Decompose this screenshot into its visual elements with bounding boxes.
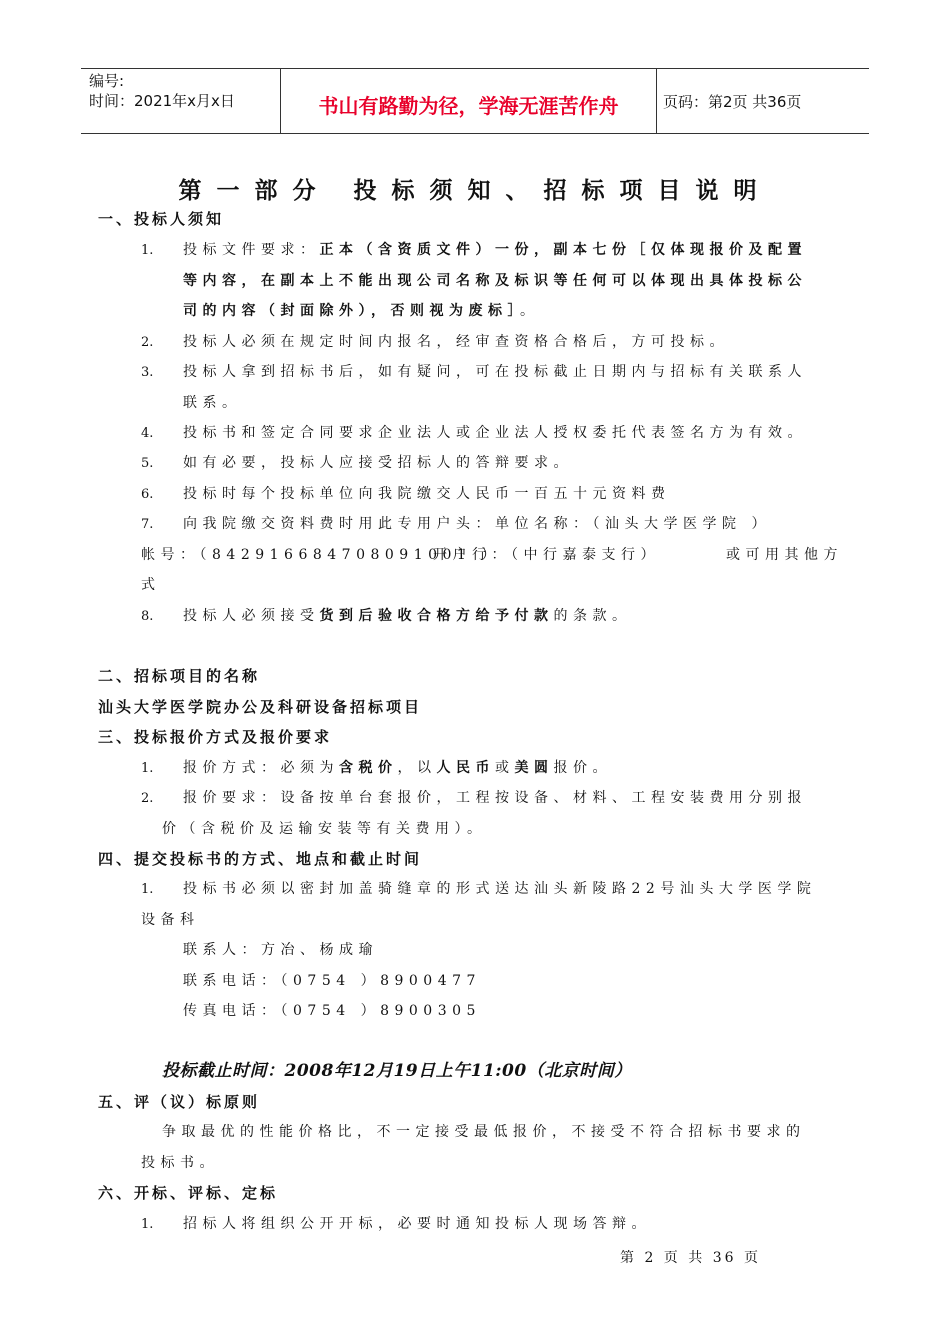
page-footer: 第 2 页 共 36 页: [620, 1250, 761, 1266]
page-title: 第一部分 投标须知、招标项目说明: [178, 178, 772, 204]
item-text: 投标文件要求：: [183, 242, 320, 258]
doc-time-label: 时间：2021年x月x日: [89, 92, 235, 110]
item-text: 联系。: [183, 395, 242, 411]
list-item: [141, 239, 807, 259]
list-item: [141, 1213, 651, 1233]
item-text: 投标人必须在规定时间内报名，经审查资格合格后，方可投标。: [183, 334, 729, 350]
item-bold-text: 正本（含资质文件）一份，副本七份［仅体现报价及配置: [319, 242, 807, 258]
section-2-heading: 二、招标项目的名称: [98, 667, 261, 685]
item-bold-text: 美圆: [514, 760, 554, 776]
item-text: 价（含税价及运输安装等有关费用）。: [162, 821, 487, 837]
item-number: 4.: [141, 426, 154, 441]
item-number: 2.: [141, 791, 154, 806]
header-meta: [81, 69, 281, 133]
bank-account: 帐号：（842916684708091001 ）: [141, 547, 501, 563]
item-bold-text: 货到后验收合格方给予付款: [319, 608, 554, 624]
doc-code-label: 编号:: [89, 72, 125, 90]
item-text: 设备科: [141, 912, 200, 928]
item-text: 争取最优的性能价格比，不一定接受最低报价，不接受不符合招标书要求的: [162, 1124, 806, 1140]
item-text: 招标人将组织公开开标，必要时通知投标人现场答辩。: [183, 1216, 651, 1232]
item-number: 1.: [141, 761, 154, 776]
list-item: [141, 483, 671, 503]
section-1-heading: 一、投标人须知: [98, 210, 225, 228]
item-text: 的条款。: [553, 608, 632, 624]
item-text: 投标时每个投标单位向我院缴交人民币一百五十元资料费: [183, 486, 671, 502]
list-item: [141, 787, 807, 807]
list-item: [141, 757, 612, 777]
item-bold-text: 等内容，在副本上不能出现公司名称及标识等任何可以体现出具体投标公: [183, 273, 807, 289]
item-number: 1.: [141, 243, 154, 258]
item-bold-text: 含税价: [339, 760, 398, 776]
list-item: [141, 331, 729, 351]
bank-name: 开户行：（中行嘉泰支行）: [433, 547, 660, 563]
item-text: 投标书。: [141, 1155, 219, 1171]
list-item-cont: [183, 300, 540, 320]
header-page-number: 页码：第2页 共36页: [663, 92, 802, 111]
list-item: [141, 452, 573, 472]
item-text: 投标人拿到招标书后，如有疑问，可在投标截止日期内与招标有关联系人: [183, 364, 807, 380]
deadline-notice: 投标截止时间：2008年12月19日上午11:00（北京时间）: [162, 1061, 632, 1081]
item-bold-text: 司的内容（封面除外），否则视为废标］: [183, 303, 520, 319]
item-number: 5.: [141, 456, 154, 471]
contact-person: 联系人：方冶、杨成瑜: [183, 942, 378, 958]
item-number: 1.: [141, 882, 154, 897]
item-text: 或: [495, 760, 515, 776]
section-4-heading: 四、提交投标书的方式、地点和截止时间: [98, 850, 423, 868]
contact-phone: 联系电话：（0754 ）8900477: [183, 973, 481, 989]
item-text: 投标书和签定合同要求企业法人或企业法人授权委托代表签名方为有效。: [183, 425, 807, 441]
item-text: 投标书必须以密封加盖骑缝章的形式送达汕头新陵路22号汕头大学医学院: [183, 881, 817, 897]
item-text: 如有必要，投标人应接受招标人的答辩要求。: [183, 455, 573, 471]
item-text: 。: [520, 303, 540, 319]
list-item: [141, 361, 807, 381]
page-header: [81, 68, 869, 134]
item-number: 8.: [141, 609, 154, 624]
item-text: ，以: [397, 760, 437, 776]
header-motto: 书山有路勤为径，学海无涯苦作舟: [281, 69, 657, 133]
item-number: 2.: [141, 335, 154, 350]
contact-fax: 传真电话：（0754 ）8900305: [183, 1003, 481, 1019]
project-name: 汕头大学医学院办公及科研设备招标项目: [98, 698, 423, 716]
item-text: 报价。: [553, 760, 612, 776]
list-item: [141, 605, 632, 625]
section-6-heading: 六、开标、评标、定标: [98, 1184, 279, 1202]
list-item: [141, 878, 816, 898]
item-text: 投标人必须接受: [183, 608, 320, 624]
item-text: 式: [141, 577, 161, 593]
item-number: 7.: [141, 517, 154, 532]
item-bold-text: 人民币: [436, 760, 495, 776]
item-number: 6.: [141, 487, 154, 502]
item-text: 报价要求：设备按单台套报价，工程按设备、材料、工程安装费用分别报: [183, 790, 807, 806]
list-item: [141, 422, 807, 442]
item-text: 或可用其他方: [726, 547, 843, 563]
section-5-heading: 五、评（议）标原则: [98, 1093, 261, 1111]
section-3-heading: 三、投标报价方式及报价要求: [98, 728, 333, 746]
list-item: [141, 513, 771, 533]
item-number: 3.: [141, 365, 154, 380]
item-text: 报价方式：必须为: [183, 760, 339, 776]
item-number: 1.: [141, 1217, 154, 1232]
item-text: 向我院缴交资料费时用此专用户头：单位名称：（汕头大学医学院 ）: [183, 516, 771, 532]
